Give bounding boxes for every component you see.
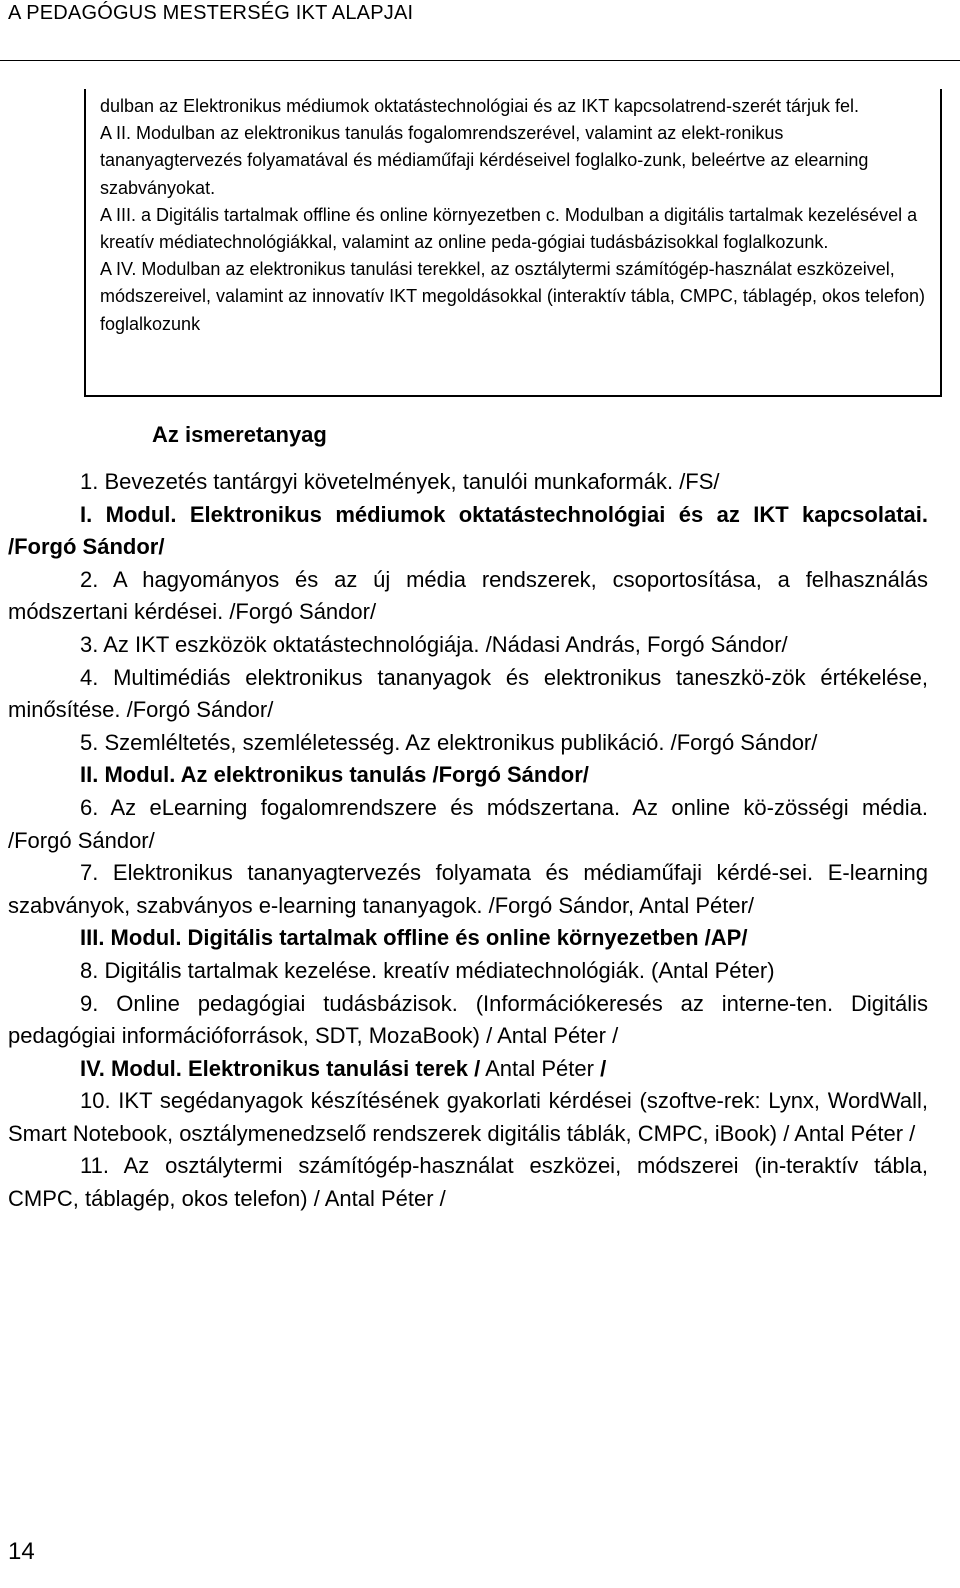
module-heading	[8, 499, 928, 564]
section-title: Az ismeretanyag	[152, 422, 327, 447]
list-item: 3. Az IKT eszközök oktatástechnológiája. /Nádasi András, Forgó Sándor/	[80, 631, 788, 657]
module-heading	[8, 922, 928, 955]
list-item: 2. A hagyományos és az új média rendszerek, csoportosítása, a felhasználás módszertani kérdései. /Forgó Sándor/	[8, 566, 928, 625]
module-summary-paragraph: dulban az Elektronikus médiumok oktatástechnológiai és az IKT kapcsolatrend-szerét tárjuk fel.	[100, 96, 860, 116]
list-item: 11. Az osztálytermi számítógép-használat eszközei, módszerei (in-teraktív tábla, CMPC, táblagép, okos telefon) / Antal Péter /	[8, 1153, 928, 1212]
list-item: 8. Digitális tartalmak kezelése. kreatív médiatechnológiák. (Antal Péter)	[80, 957, 775, 983]
curriculum-list	[8, 466, 928, 1216]
module-summary-box	[84, 89, 942, 397]
module-heading-text: I. Modul. Elektronikus médiumok oktatástechnológiai és az IKT kapcsolatai. /Forgó Sándor/	[8, 501, 928, 560]
module-heading-author: Antal Péter	[480, 1055, 601, 1081]
module-heading-text: III. Modul. Digitális tartalmak offline és online környezetben /AP/	[80, 925, 748, 951]
list-item: 1. Bevezetés tantárgyi követelmények, tanulói munkaformák. /FS/	[80, 469, 720, 494]
list-item: 5. Szemléltetés, szemléletesség. Az elektronikus publikáció. /Forgó Sándor/	[80, 729, 818, 755]
module-heading-text: II. Modul. Az elektronikus tanulás /Forgó Sándor/	[80, 762, 589, 788]
module-summary-paragraph: A IV. Modulban az elektronikus tanulási terekkel, az osztálytermi számítógép-használat eszközeivel, módszereivel, valamint az innovatív IKT megoldásokkal (interaktív tábla, CMPC, táblagép, okos telefon) foglalkozunk	[100, 259, 926, 334]
module-summary-paragraph: A III. a Digitális tartalmak offline és online környezetben c. Modulban a digitális tartalmak kezelésével a kreatív médiatechnológiákkal, valamint az online peda-gógiai tudásbázisokkal foglalkozunk.	[100, 204, 918, 253]
running-header: A PEDAGÓGUS MESTERSÉG IKT ALAPJAI	[8, 2, 414, 24]
list-item: 4. Multimédiás elektronikus tananyagok és elektronikus taneszkö-zök értékelése, minősítése. /Forgó Sándor/	[8, 664, 928, 723]
page-number: 14	[8, 1538, 35, 1565]
module-summary-paragraph: A II. Modulban az elektronikus tanulás fogalomrendszerével, valamint az elekt-ronikus tananyagtervezés folyamatával és médiaműfaji kérdéseivel foglalko-zunk, beleértve az elearning szabványokat.	[100, 123, 869, 198]
list-item: 6. Az eLearning fogalomrendszere és módszertana. Az online kö-zösségi média. /Forgó Sándor/	[8, 794, 928, 853]
list-item: 9. Online pedagógiai tudásbázisok. (Információkeresés az interne-ten. Digitális pedagógiai információforrások, SDT, MozaBook) / Antal Péter /	[8, 990, 928, 1049]
module-heading-text: IV. Modul. Elektronikus tanulási terek /	[80, 1055, 481, 1081]
module-heading	[8, 759, 928, 792]
module-heading	[8, 1053, 928, 1086]
module-heading-end: /	[600, 1055, 607, 1081]
header-divider	[0, 60, 960, 61]
list-item: 7. Elektronikus tananyagtervezés folyamata és médiaműfaji kérdé-sei. E-learning szabványok, szabványos e-learning tananyagok. /Forgó Sándor, Antal Péter/	[8, 860, 928, 918]
list-item: 10. IKT segédanyagok készítésének gyakorlati kérdései (szoftve-rek: Lynx, WordWall, Smart Notebook, osztálymenedzselő rendszerek digitális táblák, CMPC, iBook) / Antal Péter /	[8, 1088, 928, 1146]
